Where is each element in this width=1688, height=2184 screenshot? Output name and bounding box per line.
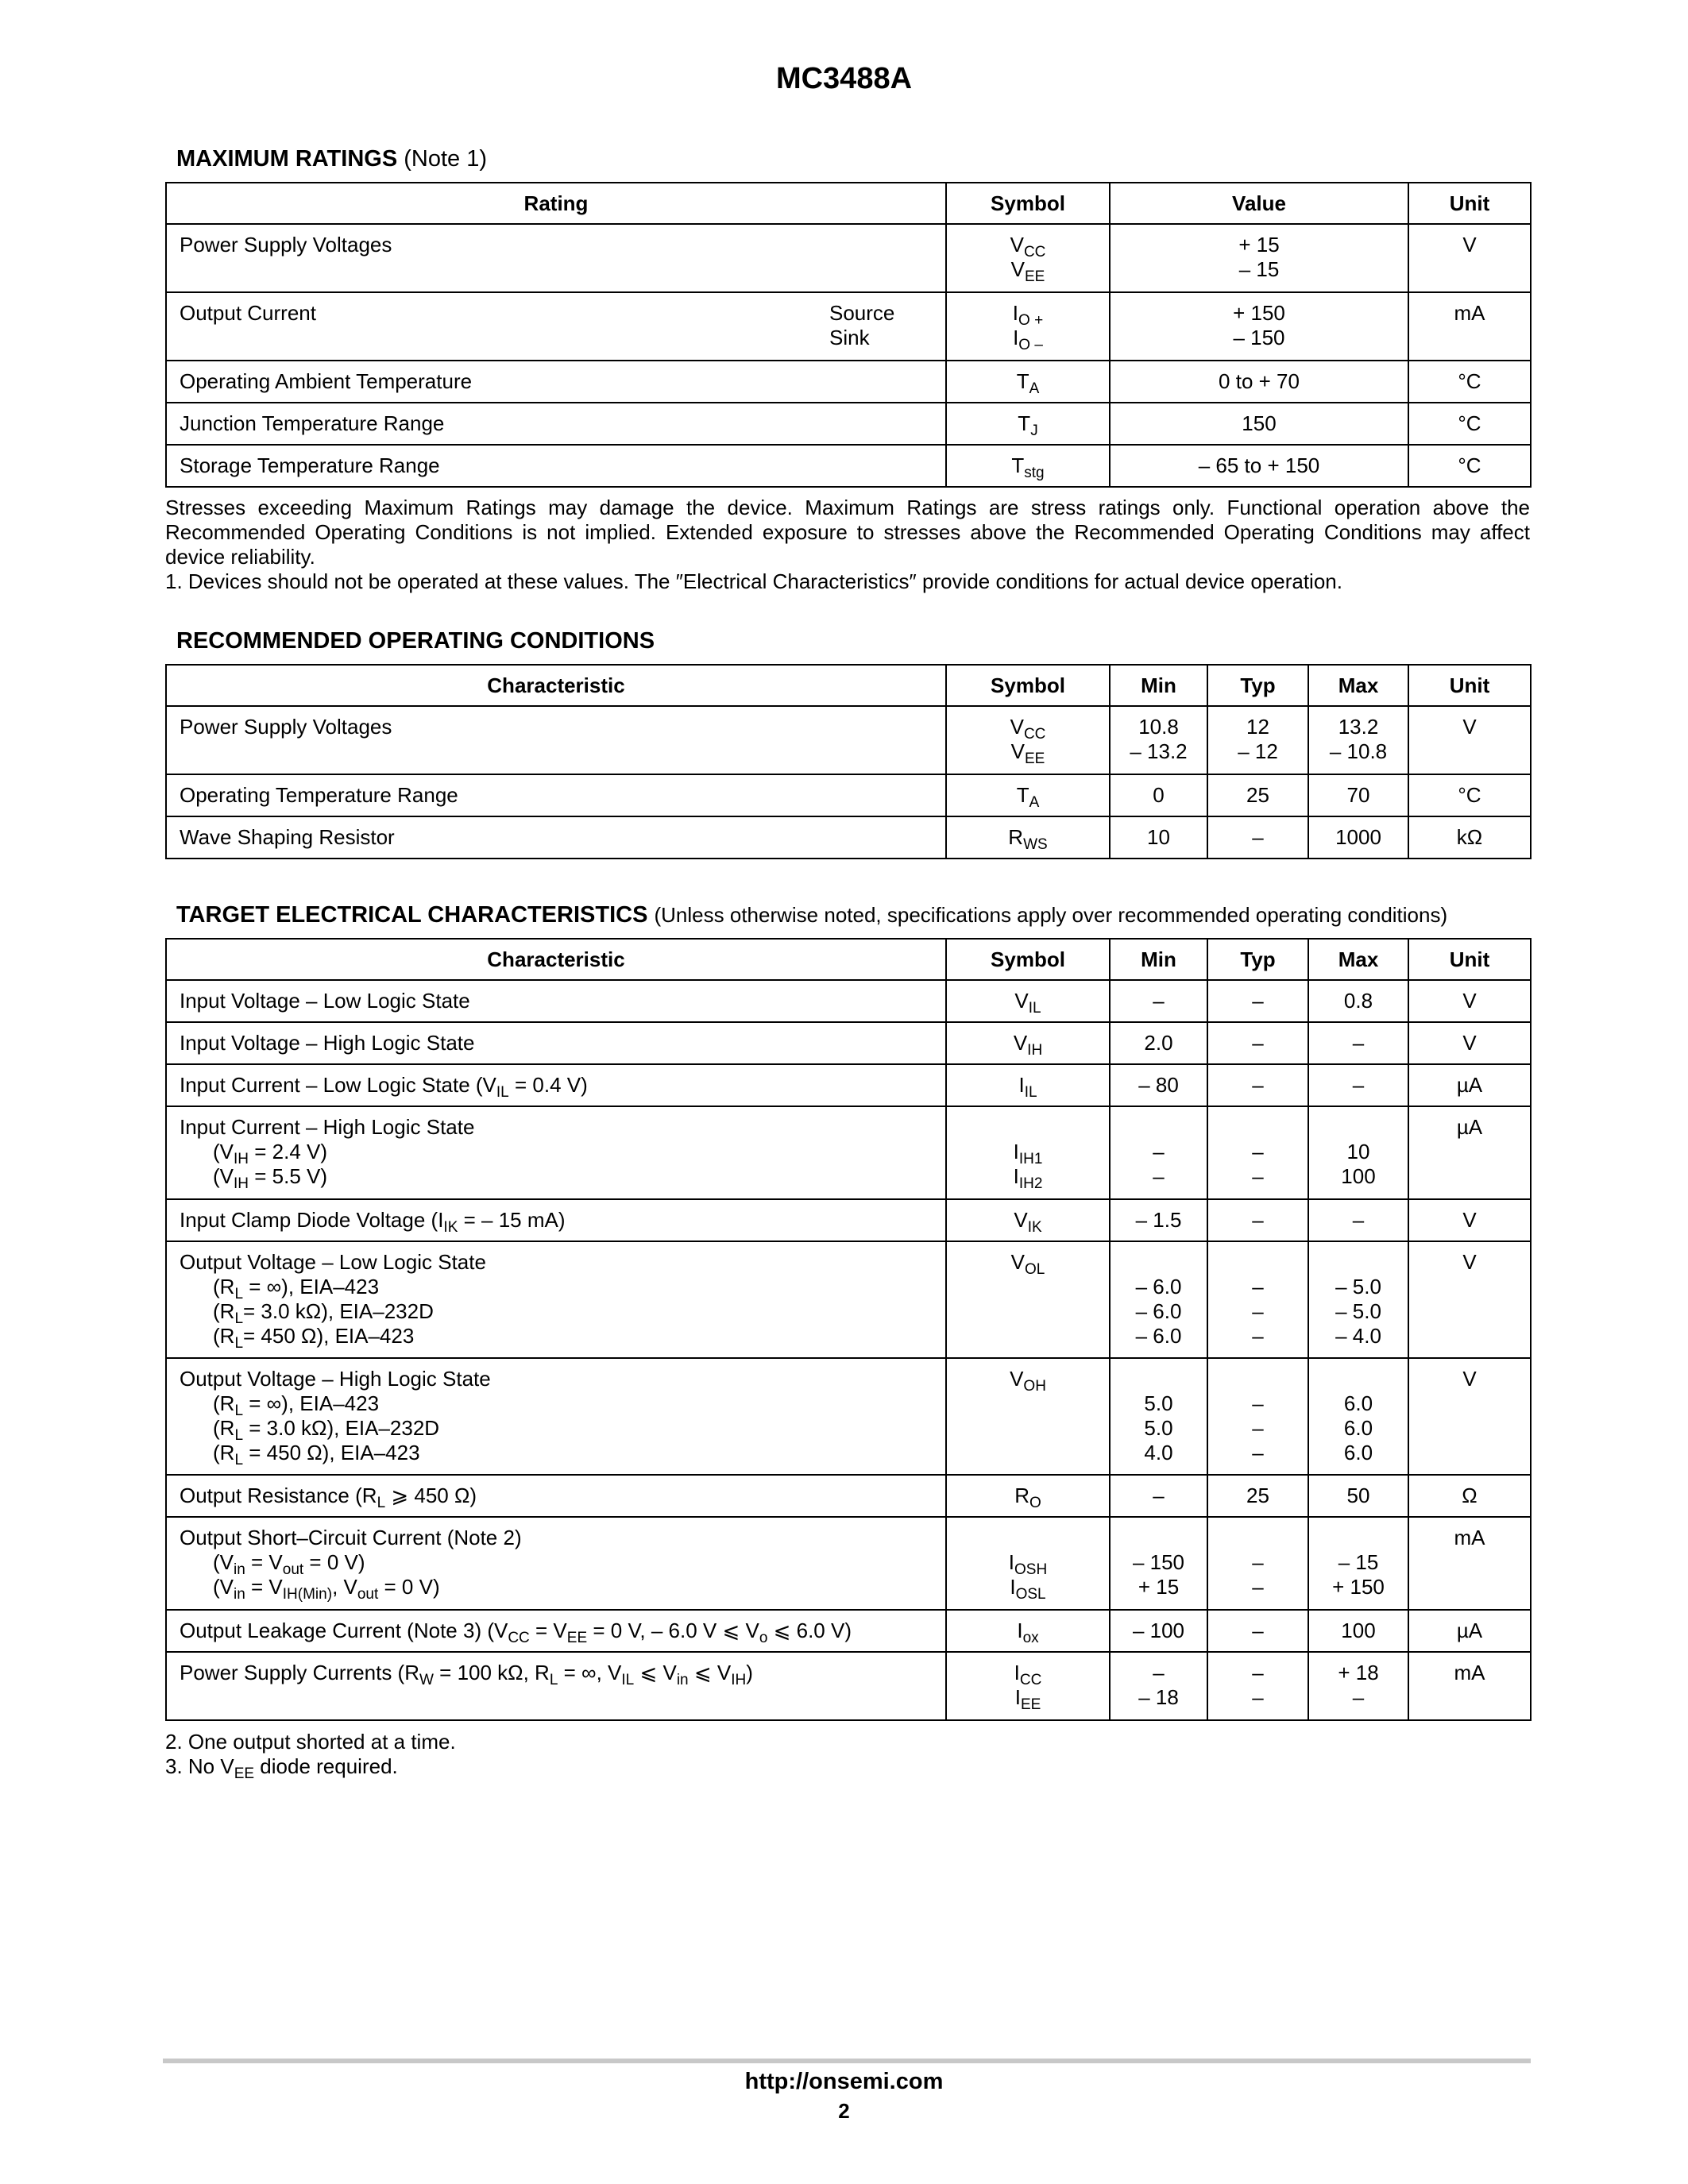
table-row: Input Voltage – Low Logic State $V_{IL}$ – – 0.8 V (166, 980, 1531, 1022)
footer-url[interactable]: http://onsemi.com (744, 2069, 944, 2094)
table-row: Output Resistance ($R_L$ ⩾ 450 Ω) $R_O$ – 25 50 Ω (166, 1475, 1531, 1517)
table-header-row: Characteristic Symbol Min Typ Max Unit (166, 939, 1531, 980)
table-row: Wave Shaping Resistor $R_{WS}$ 10 – 1000 kΩ (166, 816, 1531, 859)
elec-table (165, 938, 1532, 1721)
elec-heading: TARGET ELECTRICAL CHARACTERISTICS (Unless otherwise noted, specifications apply over recommended operating conditions) (176, 902, 1448, 928)
table-row: Storage Temperature Range $T_{stg}$ – 65 to + 150 °C (166, 445, 1531, 487)
table-row: Output Voltage – Low Logic State ($R_L$ = ∞), EIA–423 ($R_L= 3.0$ kΩ), EIA–232D ($R_L= 450$ Ω), EIA–423 $V_{OL}$ – 6.0 – 6.0 – 6.0 – – – – 5.0 – 5.0 – 4.0 V (166, 1241, 1531, 1358)
footer-divider (163, 2059, 1531, 2063)
table-row: Output Leakage Current (Note 3) ($V_{CC} = V_{EE} = 0$ V, – 6.0 V ⩽ $V_o$ ⩽ 6.0 V) $I_{ox}$ – 100 – 100 µA (166, 1610, 1531, 1652)
table-row: Operating Ambient Temperature $T_A$ 0 to + 70 °C (166, 361, 1531, 403)
table-row: Output Short–Circuit Current (Note 2) ($V_{in} = V_{out} = 0$ V) ($V_{in} = V_{IH(Min)}$, $V_{out} = 0$ V) $I_{OSH}$ $I_{OSL}$ – 150 + 15 – – – 15 + 150 mA (166, 1517, 1531, 1610)
table-row: Input Current – Low Logic State ($V_{IL} = 0.4$ V) $I_{IL}$ – 80 – – µA (166, 1064, 1531, 1106)
table-row: Output Voltage – High Logic State ($R_L$ = ∞), EIA–423 ($R_L = 3.0$ kΩ), EIA–232D ($R_L = 450$ Ω), EIA–423 $V_{OH}$ 5.0 5.0 4.0 – – – 6.0 6.0 6.0 V (166, 1358, 1531, 1475)
footnote-1: 1. Devices should not be operated at these values. The ″Electrical Characteristics″ provide conditions for actual device operation. (165, 569, 1342, 593)
page-title: MC3488A (775, 62, 913, 95)
footnote-2: 2. One output shorted at a time. (165, 1730, 456, 1754)
table-header-row: Characteristic Symbol Min Typ Max Unit (166, 665, 1531, 706)
max-ratings-heading: MAXIMUM RATINGS (Note 1) (176, 146, 487, 172)
footnote-3: 3. No $V_{EE}$ diode required. (165, 1754, 398, 1782)
page-number: 2 (838, 2099, 850, 2123)
table-row: Power Supply Currents ($R_W = 100$ kΩ, $R_L$ = ∞, $V_{IL}$ ⩽ $V_{in}$ ⩽ $V_{IH}$) $I_{CC}$ $I_{EE}$ – – 18 – – + 18 – mA (166, 1652, 1531, 1720)
elec-footnotes (165, 1730, 1530, 1782)
table-row: Input Current – High Logic State ($V_{IH} = 2.4$ V) ($V_{IH} = 5.5$ V) $I_{IH1}$ $I_{IH2}$ – – – – 10 100 µA (166, 1106, 1531, 1199)
table-row: Source Sink Output Current $I_{O +}$ $I_{O -}$ + 150 – 150 mA (166, 292, 1531, 361)
rec-op-heading: RECOMMENDED OPERATING CONDITIONS (176, 628, 655, 654)
stress-note: Stresses exceeding Maximum Ratings may damage the device. Maximum Ratings are stress ratings only. Functional operation above the Recommended Operating Conditions is not implied. Extended exposure to stresses above the Recommended Operating Conditions may affect device reliability. 1. Devices should not be operated at these values. The ″Electrical Characteristics″ provide conditions for actual device operation. (165, 496, 1530, 593)
table-row: Input Voltage – High Logic State $V_{IH}$ 2.0 – – V (166, 1022, 1531, 1064)
max-ratings-table (165, 182, 1532, 488)
table-row: Power Supply Voltages $V_{CC}$ $V_{EE}$ + 15 – 15 V (166, 224, 1531, 292)
table-row: Power Supply Voltages $V_{CC}$ $V_{EE}$ 10.8 – 13.2 12 – 12 13.2 – 10.8 V (166, 706, 1531, 774)
rec-op-table (165, 664, 1532, 859)
table-row: Input Clamp Diode Voltage ($I_{IK}$ = – 15 mA) $V_{IK}$ – 1.5 – – V (166, 1199, 1531, 1241)
table-row: Operating Temperature Range $T_A$ 0 25 70 °C (166, 774, 1531, 816)
table-header-row: Rating Symbol Value Unit (166, 183, 1531, 224)
table-row: Junction Temperature Range $T_J$ 150 °C (166, 403, 1531, 445)
